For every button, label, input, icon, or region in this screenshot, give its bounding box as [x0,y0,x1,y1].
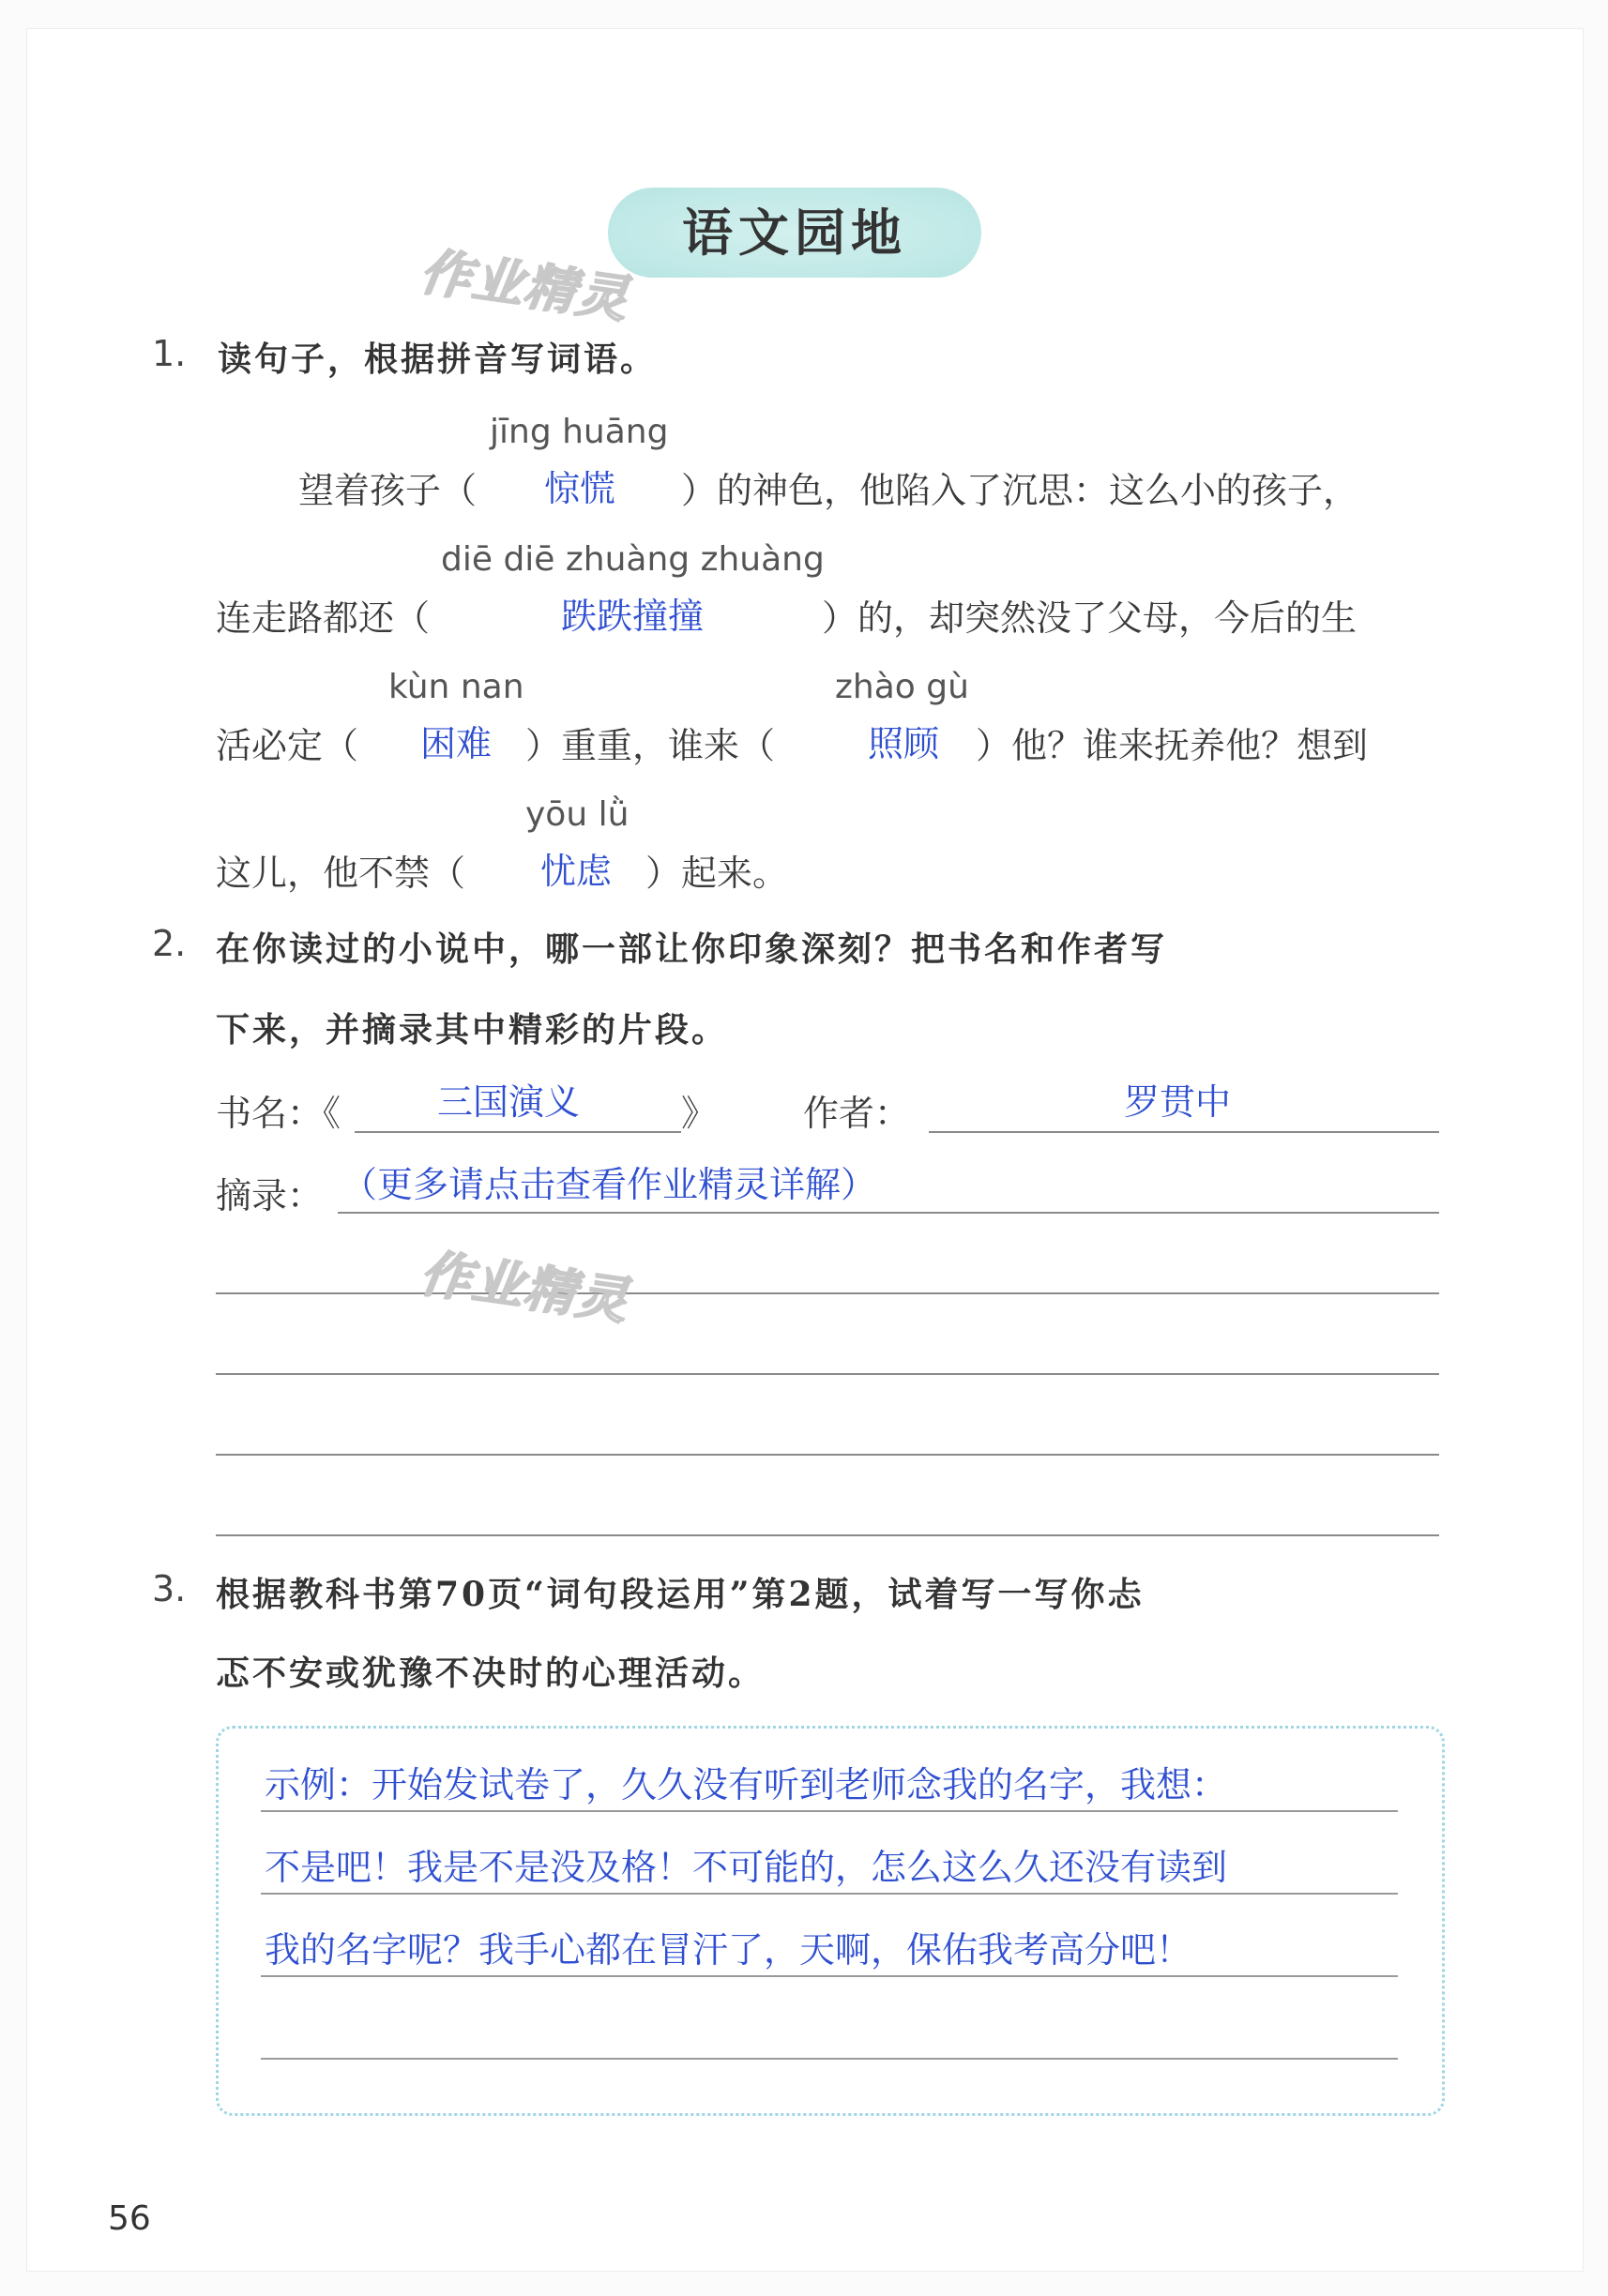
excerpt-line-3 [216,1373,1439,1375]
excerpt-line-5 [216,1534,1439,1536]
q2-prompt-line1: 在你读过的小说中，哪一部让你印象深刻？把书名和作者写 [216,929,1168,969]
writing-line-4 [261,2058,1398,2060]
pinyin-3: kùn nan [388,668,524,706]
book-underline [355,1131,681,1133]
q3-number: 3. [152,1568,187,1609]
excerpt-line-2 [216,1292,1439,1294]
q3-answer-line-1: 示例：开始发试卷了，久久没有听到老师念我的名字，我想： [265,1764,1228,1805]
watermark-2: 作业精灵 [417,1243,633,1332]
page-number: 56 [108,2199,151,2238]
book-label: 书名：《 [216,1093,341,1134]
writing-line-3 [261,1975,1398,1977]
q3-answer-line-3: 我的名字呢？我手心都在冒汗了，天啊，保佑我考高分吧！ [265,1929,1192,1971]
book-close: 》 [681,1093,718,1134]
excerpt-answer: （更多请点击查看作业精灵详解） [341,1164,877,1205]
q3-prompt-line1: 根据教科书第70页“词句段运用”第2题，试着写一写你忐 [216,1575,1145,1614]
excerpt-line-1 [338,1212,1439,1214]
excerpt-line-4 [216,1454,1439,1456]
answer-5: 忧虑 [540,851,613,892]
answer-2: 跌跌撞撞 [561,596,705,637]
page-title: 语文园地 [682,203,907,263]
watermark: 作业精灵 [417,241,633,330]
q3-answer-line-2: 不是吧！我是不是没及格！不可能的，怎么这么久还没有读到 [265,1847,1228,1888]
q3-prompt-line2: 忑不安或犹豫不决时的心理活动。 [216,1654,766,1693]
writing-line-1 [261,1810,1398,1812]
excerpt-label: 摘录： [216,1175,324,1216]
book-answer: 三国演义 [437,1081,581,1123]
pinyin-1: jīng huāng [490,413,669,451]
answer-3: 困难 [420,723,493,764]
q1-line3-c: ）他？谁来抚养他？想到 [976,725,1369,766]
pinyin-2: diē diē zhuàng zhuàng [441,540,825,579]
answer-4: 照顾 [868,723,940,764]
q1-line4-b: ）起来。 [645,853,789,894]
author-underline [929,1131,1439,1133]
q2-prompt-line2: 下来，并摘录其中精彩的片段。 [216,1010,729,1050]
writing-line-2 [261,1893,1398,1895]
q1-line1-b: ）的神色，他陷入了沉思：这么小的孩子， [681,470,1359,511]
q1-line3-a: 活必定（ [216,725,359,766]
q1-number: 1. [152,333,187,374]
q1-line4-a: 这儿，他不禁（ [216,853,466,894]
q1-line2-a: 连走路都还（ [216,597,431,639]
q2-number: 2. [152,923,187,964]
pinyin-5: yōu lǜ [525,795,630,834]
answer-1: 惊慌 [544,468,616,509]
pinyin-4: zhào gù [835,668,969,706]
q1-line2-b: ）的，却突然没了父母，今后的生 [822,597,1358,639]
q1-line1-a: 望着孩子（ [298,470,478,511]
q1-prompt: 读句子，根据拼音写词语。 [218,340,658,379]
author-answer: 罗贯中 [1124,1081,1232,1123]
q1-line3-b: ）重重，谁来（ [525,725,776,766]
author-label: 作者： [803,1093,911,1134]
